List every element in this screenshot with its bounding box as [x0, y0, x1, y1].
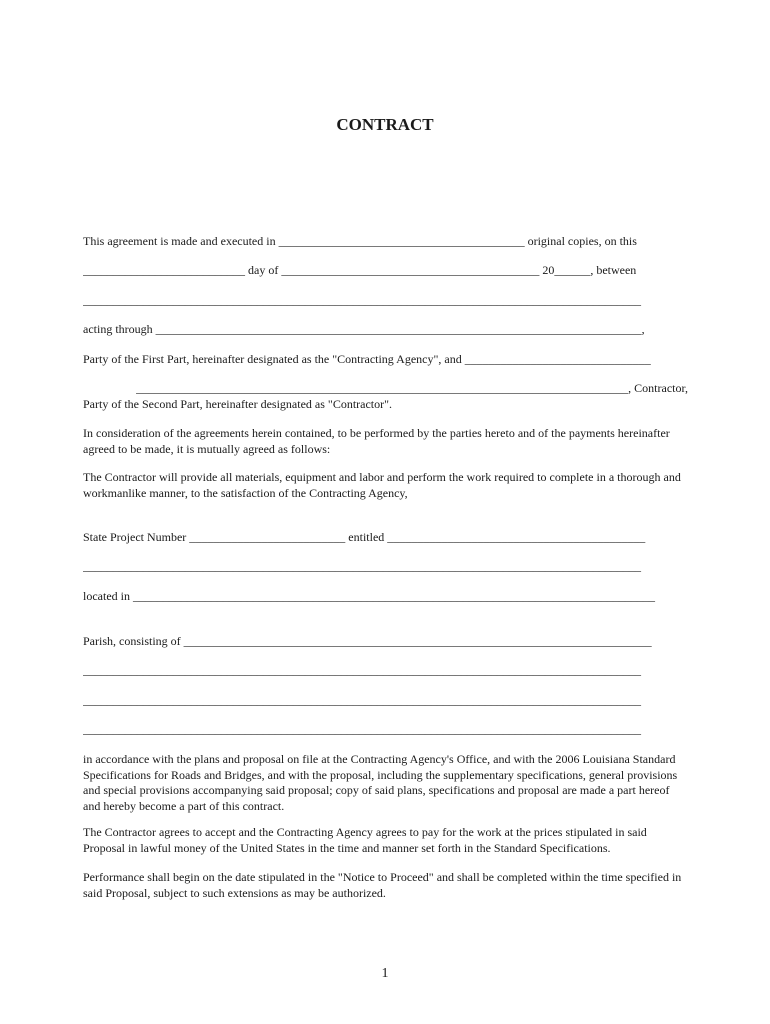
- intro-line-2: ___________________________ day of ___________________________________________ 20______, between: [83, 263, 637, 277]
- second-party-line: Party of the Second Part, hereinafter designated as "Contractor".: [83, 397, 393, 411]
- page-number: 1: [381, 966, 389, 981]
- located-in-line: located in _______________________________________________________________________________________: [83, 589, 655, 603]
- contractor-line: __________________________________________________________________________________, Contractor,: [136, 381, 688, 395]
- accordance-paragraph: in accordance with the plans and proposal on file at the Contracting Agency's Office, and with the 2006 Louisiana Standard Specifications for Roads and Bridges, and with the proposal, including the supplementary specifications, general provisions and special provisions accompanying said proposal; copy of said plans, specifications and proposal are made a part hereof and hereby become a part of this contract.: [83, 752, 678, 813]
- parish-line: Parish, consisting of ______________________________________________________________________________: [83, 634, 652, 648]
- project-blank-line: _____________________________________________________________________________________________: [83, 559, 641, 573]
- state-project-line: State Project Number __________________________ entitled ___________________________________________: [83, 530, 646, 544]
- blank-line-2: _____________________________________________________________________________________________: [83, 693, 641, 707]
- consideration-paragraph: In consideration of the agreements herein contained, to be performed by the parties hereto and of the payments hereinafter agreed to be made, it is mutually agreed as follows:: [83, 426, 670, 456]
- acting-through-line: acting through _________________________________________________________________________________,: [83, 322, 645, 336]
- provide-paragraph: The Contractor will provide all materials, equipment and labor and perform the work required to complete in a thorough and workmanlike manner, to the satisfaction of the Contracting Agency,: [83, 470, 681, 500]
- blank-line-1: _____________________________________________________________________________________________: [83, 663, 641, 677]
- contract-title: CONTRACT: [336, 115, 434, 134]
- party-blank-line: _____________________________________________________________________________________________: [83, 293, 641, 307]
- first-party-line: Party of the First Part, hereinafter designated as the "Contracting Agency", and _______________________________: [83, 352, 651, 366]
- intro-line-1: This agreement is made and executed in _________________________________________ original copies, on this: [83, 234, 637, 248]
- blank-line-3: _____________________________________________________________________________________________: [83, 722, 641, 736]
- performance-paragraph: Performance shall begin on the date stipulated in the "Notice to Proceed" and shall be completed within the time specified in said Proposal, subject to such extensions as may be authorized.: [83, 870, 682, 900]
- payment-paragraph: The Contractor agrees to accept and the Contracting Agency agrees to pay for the work at the prices stipulated in said Proposal in lawful money of the United States in the time and manner set forth in the Standard Specifications.: [83, 825, 647, 855]
